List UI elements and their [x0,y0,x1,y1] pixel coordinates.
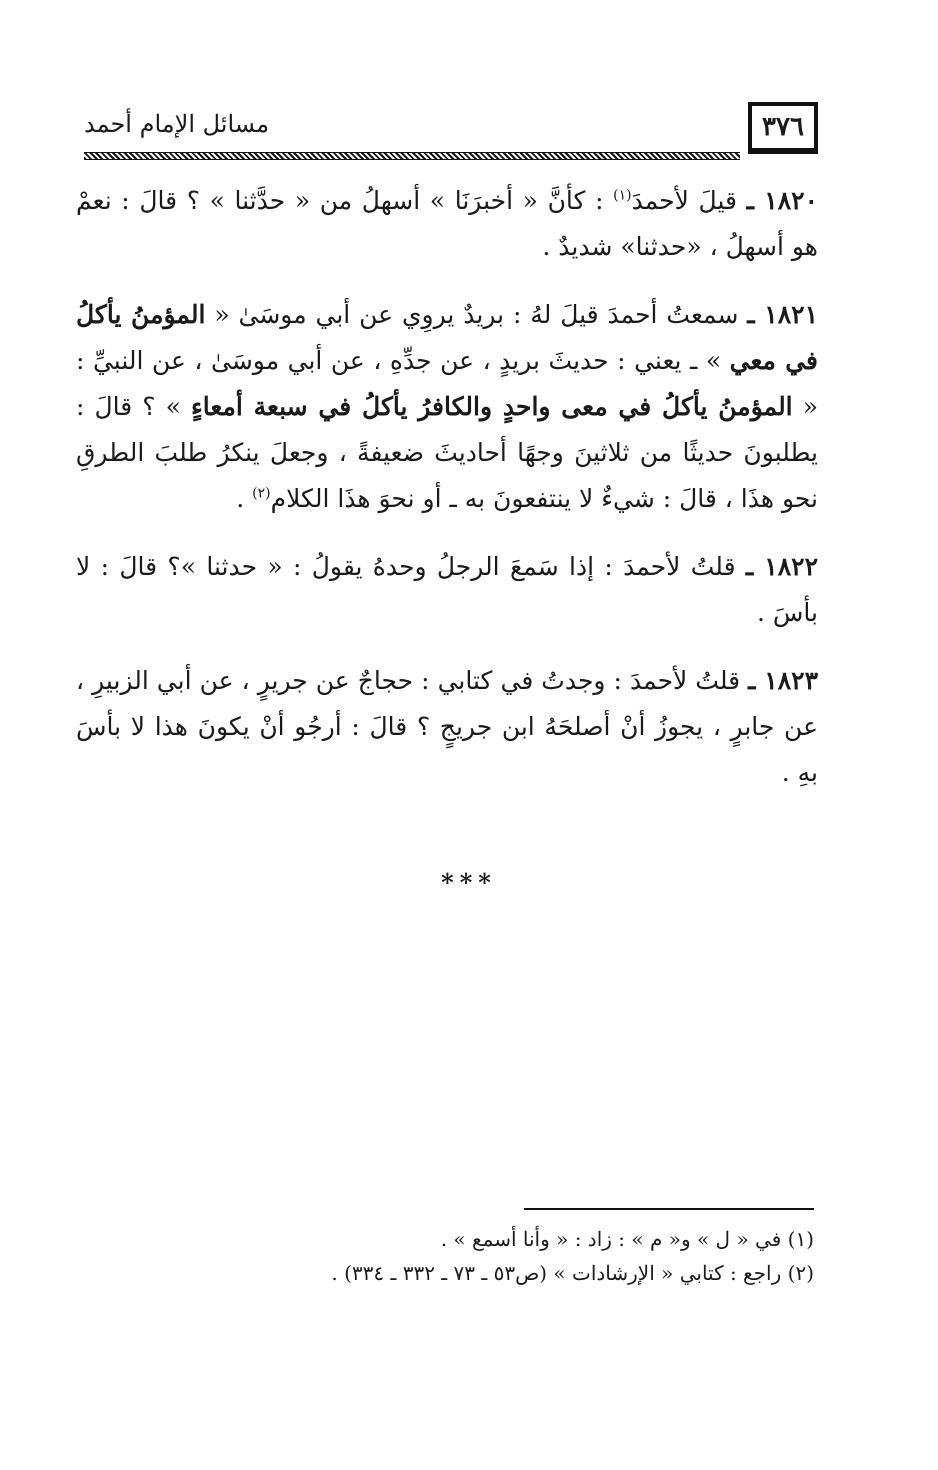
footnote-marker: (١) [613,187,632,204]
paragraph-text: : كأنَّ « أخبرَنَا » أسهلُ من « حدَّثنا » ؟ قالَ : نعمْ هو أسهلُ ، «حدثنا» شديدٌ . [76,186,818,261]
issue-number: ١٨٢٢ ـ [745,552,818,581]
footnotes [214,1222,814,1290]
issue-number: ١٨٢٠ ـ [746,186,819,215]
page-number: ٣٧٦ [748,102,818,154]
footnote-2: (٢) راجع : كتابي « الإرشادات » (ص٥٣ ـ ٧٣ ـ ٣٣٢ ـ ٣٣٤) . [331,1261,814,1285]
hadith-quote: المؤمنُ يأكلُ في معى واحدٍ والكافرُ يأكلُ في سبعة أمعاءٍ [191,392,793,421]
paragraph-text: » ؟ قالَ : يطلبونَ حديثًا من ثلاثينَ وجهًا أحاديثَ ضعيفةً ، وجعلَ ينكرُ طلبَ الطرقِ نحو هذَا ، قالَ : شيءٌ لا ينتفعونَ به ـ أو نحوَ هذَا الكلام [76,392,818,513]
header-rule [84,152,740,160]
page-header [84,96,818,162]
issue-paragraph [76,292,818,522]
paragraph-text: قيلَ لأحمدَ [631,186,747,215]
paragraph-text: » ـ يعني : حديثَ بريدٍ ، عن جدِّهِ ، عن أبي موسَىٰ ، عن النبيِّ : « [76,346,819,421]
paragraph-text: سمعتُ أحمدَ قيلَ لهُ : بريدٌ يروِي عن أبي موسَىٰ « [205,300,748,329]
paragraph-text: . [236,484,253,513]
section-separator: *** [441,868,497,897]
footnote-rule [524,1208,814,1210]
issue-paragraph [76,544,818,636]
footnote-marker: (٢) [252,485,271,502]
hadith-quote: المؤمنُ يأكلُ في معي [76,300,819,375]
paragraph-text: قلتُ لأحمدَ : وجدتُ في كتابي : حجاجٌ عن جريرٍ ، عن أبي الزبيرِ ، عن جابرٍ ، يجوزُ أنْ أصلحَهُ ابن جريجٍ ؟ قالَ : أرجُو أنْ يكونَ هذا لا بأسَ بهِ . [76,666,818,787]
issue-number: ١٨٢١ ـ [747,300,818,329]
issue-number: ١٨٢٣ ـ [748,666,818,695]
body-text [76,178,818,818]
footnote-1: (١) في « ل » و« م » : زاد : « وأنا أسمع » . [440,1227,814,1251]
paragraph-text: قلتُ لأحمدَ : إذا سَمعَ الرجلُ وحدهُ يقولُ : « حدثنا »؟ قالَ : لا بأسَ . [76,552,818,627]
issue-paragraph [76,658,818,796]
issue-paragraph [76,178,818,270]
running-title: مسائل الإمام أحمد [84,110,270,138]
